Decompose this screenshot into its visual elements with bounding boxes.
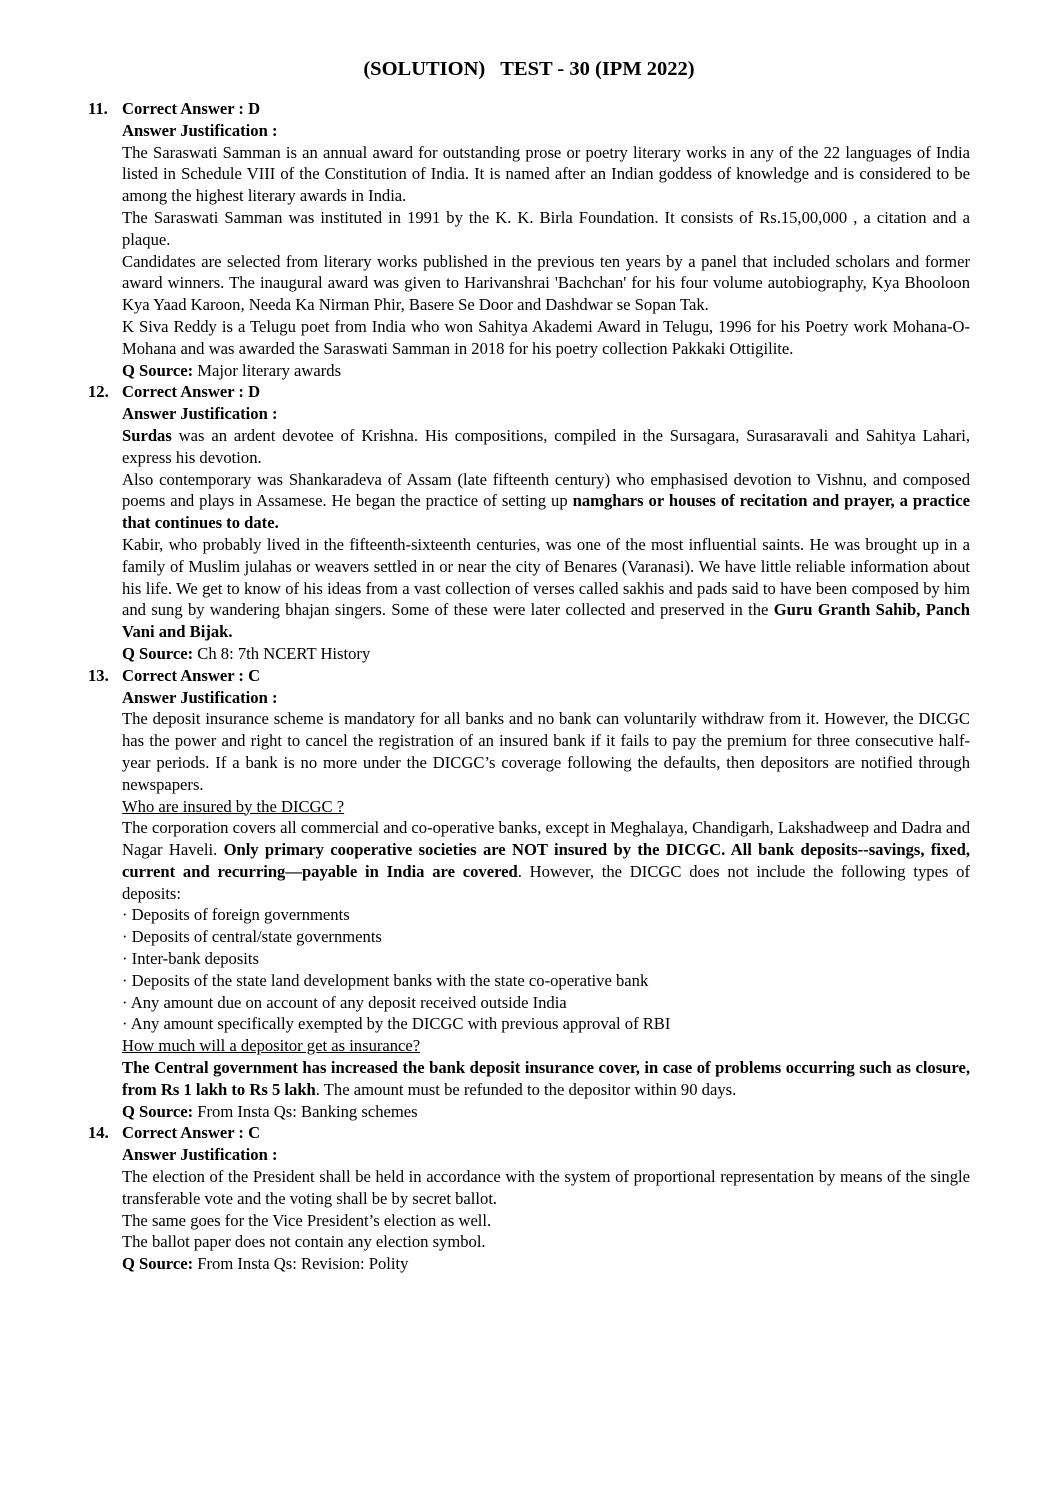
q-source-label: Q Source:	[122, 643, 194, 663]
justification-label: Answer Justification :	[122, 404, 278, 424]
text-run: Guru Granth Sahib, Panch Vani and Bijak.	[122, 600, 970, 642]
paragraph	[122, 817, 970, 904]
q-source-text: Ch 8: 7th NCERT History	[193, 643, 371, 663]
text-run: · Deposits of foreign governments	[122, 905, 350, 925]
q-source-label: Q Source:	[122, 1254, 194, 1274]
text-run: The election of the President shall be held in accordance with the system of proportional representation by means of the single transferable vote and the voting shall be by secret ballot.	[122, 1167, 970, 1208]
answer-item	[88, 1122, 970, 1275]
paragraph	[122, 1231, 970, 1253]
correct-answer-heading: Correct Answer : D	[122, 382, 261, 402]
q-source-line	[122, 1253, 970, 1275]
paragraph	[122, 1166, 970, 1210]
paragraph	[122, 992, 970, 1014]
paragraph	[122, 534, 970, 643]
text-run: K Siva Reddy is a Telugu poet from India who won Sahitya Akademi Award in Telugu, 1996 for his Poetry work Mohana-O-Mohana and was awarded the Saraswati Samman in 2018 for his poetry collection Pakkaki Ottigilite.	[122, 316, 970, 358]
text-run: The deposit insurance scheme is mandatory for all banks and no bank can voluntarily withdraw from it. However, the DICGC has the power and right to cancel the registration of an insured bank if it fails to pay the premium for three consecutive half-year periods. If a bank is no more under the DICGC’s coverage following the defaults, then depositors are notified through newspapers.	[122, 709, 970, 794]
text-run: · Any amount specifically exempted by the DICGC with previous approval of RBI	[122, 1014, 671, 1034]
paragraph	[122, 425, 970, 469]
q-source-label: Q Source:	[122, 360, 194, 380]
q-source-line	[122, 643, 970, 665]
answer-number: 14.	[88, 1123, 109, 1143]
paragraph	[122, 1035, 970, 1057]
q-source-label: Q Source:	[122, 1101, 194, 1121]
text-run: How much will a depositor get as insurance?	[122, 1036, 421, 1056]
text-run: Who are insured by the DICGC ?	[122, 796, 345, 816]
text-run: The Saraswati Samman is an annual award for outstanding prose or poetry literary works in any of the 22 languages of India listed in Schedule VIII of the Constitution of India. It is named after an Indian goddess of knowledge and is considered to be among the highest literary awards in India.	[122, 142, 970, 206]
text-run: · Deposits of the state land development banks with the state co-operative bank	[122, 970, 649, 990]
answer-item	[88, 665, 970, 1123]
text-run: namghars or houses of recitation and prayer, a practice that continues to date.	[122, 491, 970, 533]
paragraph	[122, 1210, 970, 1232]
answer-body	[122, 665, 970, 1123]
paragraph	[122, 904, 970, 926]
text-run: The same goes for the Vice President’s election as well.	[122, 1210, 492, 1230]
paragraph	[122, 316, 970, 360]
text-run: The ballot paper does not contain any election symbol.	[122, 1232, 486, 1252]
answer-item	[88, 381, 970, 664]
answer-body	[122, 1122, 970, 1275]
paragraph	[122, 142, 970, 207]
text-run: Kabir, who probably lived in the fifteenth-sixteenth centuries, was one of the most influential saints. He was brought up in a family of Muslim julahas or weavers settled in or near the city of Benares (Varanasi). We have little reliable information about his life. We get to know of his ideas from a vast collection of verses called sakhis and pads said to have been composed by him and sung by wandering bhajan singers. Some of these were later collected and preserved in the	[122, 534, 970, 620]
answer-list	[88, 98, 970, 1275]
paragraph	[122, 970, 970, 992]
justification-label: Answer Justification :	[122, 1145, 278, 1165]
justification-label: Answer Justification :	[122, 120, 278, 140]
q-source-line	[122, 1101, 970, 1123]
answer-number: 11.	[88, 99, 108, 118]
text-run: The Saraswati Samman was instituted in 1991 by the K. K. Birla Foundation. It consists of Rs.15,00,000 , a citation and a plaque.	[122, 207, 970, 249]
text-run: Only primary cooperative societies are NOT insured by the DICGC. All bank deposits--savings, fixed, current and recurring—payable in India are covered	[122, 840, 970, 881]
justification-label: Answer Justification :	[122, 687, 278, 707]
q-source-text: From Insta Qs: Banking schemes	[193, 1101, 418, 1121]
q-source-line	[122, 360, 970, 382]
text-run: · Deposits of central/state governments	[122, 927, 382, 947]
text-run: · Any amount due on account of any deposit received outside India	[122, 992, 567, 1012]
text-run: The corporation covers all commercial and co-operative banks, except in Meghalaya, Chandigarh, Lakshadweep and Dadra and Nagar Haveli.	[122, 818, 970, 860]
answer-item	[88, 98, 970, 381]
correct-answer-heading: Correct Answer : D	[122, 99, 261, 118]
paragraph	[122, 926, 970, 948]
correct-answer-heading: Correct Answer : C	[122, 665, 261, 685]
text-run: · Inter-bank deposits	[122, 949, 259, 969]
q-source-text: From Insta Qs: Revision: Polity	[193, 1254, 409, 1274]
text-run: . However, the DICGC does not include the following types of deposits:	[122, 861, 970, 903]
answer-body	[122, 98, 970, 381]
paragraph	[122, 708, 970, 795]
paragraph	[122, 796, 970, 818]
text-run: was an ardent devotee of Krishna. His compositions, compiled in the Sursagara, Surasaravali and Sahitya Lahari, express his devotion.	[122, 425, 970, 467]
text-run: The Central government has increased the bank deposit insurance cover, in case of problems occurring such as closure, from Rs 1 lakh to Rs 5 lakh	[122, 1058, 970, 1099]
q-source-text: Major literary awards	[193, 360, 342, 380]
answer-number: 13.	[88, 665, 109, 685]
paragraph	[122, 1057, 970, 1101]
paragraph	[122, 469, 970, 534]
document-title: (SOLUTION) TEST - 30 (IPM 2022)	[363, 58, 695, 80]
text-run: Also contemporary was Shankaradeva of Assam (late fifteenth century) who emphasised devotion to Vishnu, and composed poems and plays in Assamese. He began the practice of setting up	[122, 469, 970, 511]
text-run: . The amount must be refunded to the depositor within 90 days.	[315, 1079, 737, 1099]
paragraph	[122, 251, 970, 316]
text-run: Candidates are selected from literary works published in the previous ten years by a panel that included scholars and former award winners. The inaugural award was given to Harivanshrai 'Bachchan' for his four volume autobiography, Kya Bhooloon Kya Yaad Karoon, Needa Ka Nirman Phir, Basere Se Door and Dashdwar se Sopan Tak.	[122, 251, 970, 315]
text-run: Surdas	[122, 425, 172, 445]
paragraph	[122, 207, 970, 251]
correct-answer-heading: Correct Answer : C	[122, 1123, 261, 1143]
answer-body	[122, 381, 970, 664]
paragraph	[122, 1013, 970, 1035]
answer-number: 12.	[88, 382, 109, 402]
paragraph	[122, 948, 970, 970]
